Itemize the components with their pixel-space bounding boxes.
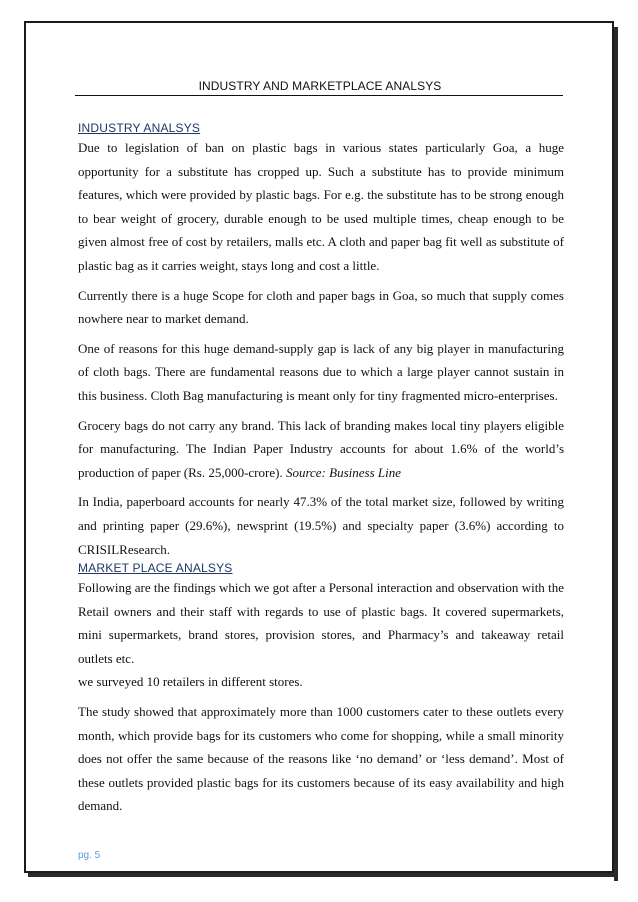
paragraph: we surveyed 10 retailers in different stores. [78,674,303,690]
page-border-shadow [28,873,618,877]
paragraph-text: Grocery bags do not carry any brand. This lack of branding makes local tiny players eligible for manufacturing. The Indian Paper Industry accounts for about 1.6% of the world’s production of paper (Rs. 25,000-crore). [78,417,564,480]
paragraph: The study showed that approximately more than 1000 customers cater to these outlets every month, which provide bags for its customers who come for shopping, while a small minority does not offer the same because of the reasons like ‘no demand’ or ‘less demand’. Most of these outlets provided plastic bags for its customers because of its easy availability and high demand. [78,704,564,814]
page-number: pg. 5 [78,850,101,861]
paragraph: One of reasons for this huge demand-supply gap is lack of any big player in manufacturing of cloth bags. There are fundamental reasons due to which a large player cannot sustain in this business. Cloth Bag manufacturing is meant only for tiny fragmented micro-enterprises. [78,340,564,403]
paragraph: In India, paperboard accounts for nearly 47.3% of the total market size, followed by writing and printing paper (29.6%), newsprint (19.5%) and specialty paper (3.6%) according to CRISILResearch. [78,494,564,557]
paragraph: Currently there is a huge Scope for cloth and paper bags in Goa, so much that supply comes nowhere near to market demand. [78,287,564,327]
paragraph: Due to legislation of ban on plastic bags in various states particularly Goa, a huge opportunity for a substitute has cropped up. Such a substitute has to provide minimum features, which were provided by plastic bags. For e.g. the substitute has to be strong enough to bear weight of grocery, durable enough to be used multiple times, cheap enough to be given almost free of cost by retailers, malls etc. A cloth and paper bag fit well as substitute of plastic bag as it carries weight, stays long and cost a little. [78,140,564,273]
page-title: INDUSTRY AND MARKETPLACE ANALSYS [198,79,442,93]
section-heading-market: MARKET PLACE ANALSYS [78,561,233,576]
title-divider [75,95,563,96]
section-heading-industry: INDUSTRY ANALSYS [78,121,201,135]
paragraph-with-source [78,414,564,485]
document-body [78,121,564,818]
source-note: Source: Business Line [285,464,401,480]
paragraph: Following are the findings which we got after a Personal interaction and observation with the Retail owners and their staff with regards to use of plastic bags. It covered supermarkets, mini supermarkets, brand stores, provision stores, and Pharmacy’s and takeaway retail outlets etc. [78,580,564,666]
